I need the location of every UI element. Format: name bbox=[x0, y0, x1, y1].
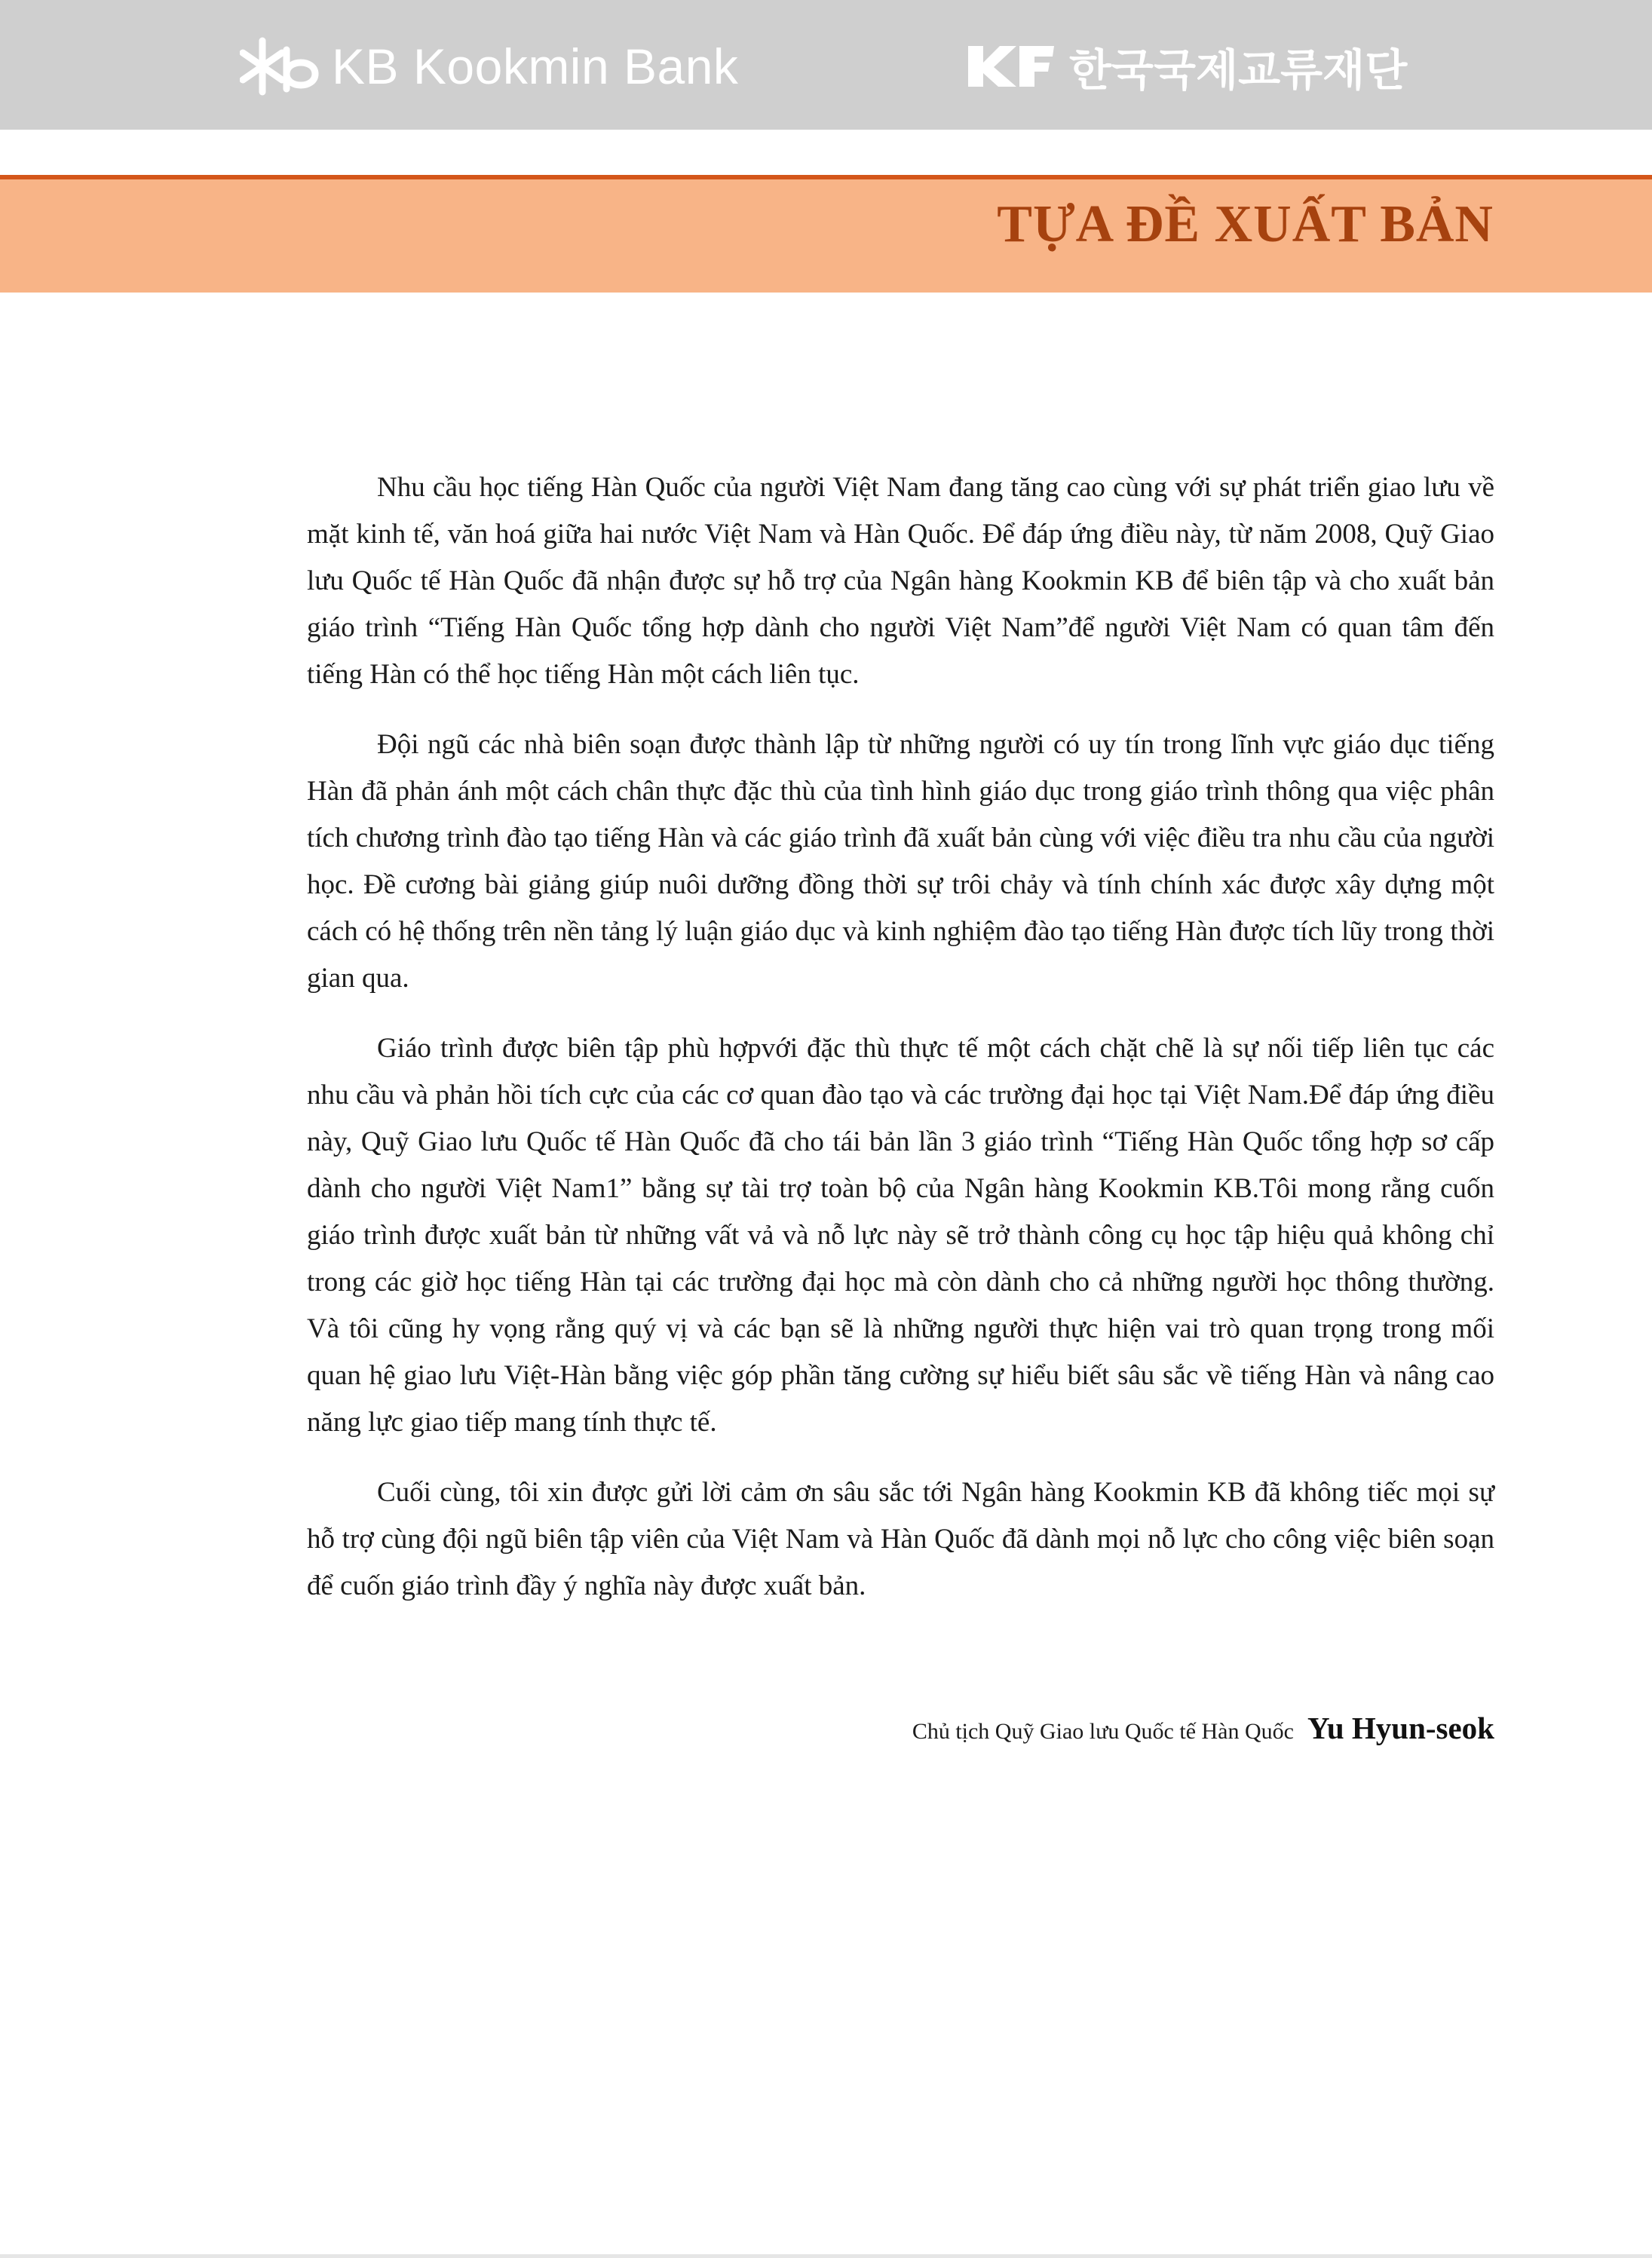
page-bottom-edge bbox=[0, 2254, 1652, 2258]
page-title: TỰA ĐỀ XUẤT BẢN bbox=[997, 195, 1494, 253]
signature-role: Chủ tịch Quỹ Giao lưu Quốc tế Hàn Quốc bbox=[912, 1719, 1294, 1744]
paragraph: Nhu cầu học tiếng Hàn Quốc của người Việt Nam đang tăng cao cùng với sự phát triển giao lưu về mặt kinh tế, văn hoá giữa hai nước Việt Nam và Hàn Quốc. Để đáp ứng điều này, từ năm 2008, Quỹ Giao lưu Quốc tế Hàn Quốc đã nhận được sự hỗ trợ của Ngân hàng Kookmin KB để biên tập và cho xuất bản giáo trình “Tiếng Hàn Quốc tổng hợp dành cho người Việt Nam”để người Việt Nam có quan tâm đến tiếng Hàn có thể học tiếng Hàn một cách liên tục. bbox=[307, 472, 1494, 690]
paragraph: Đội ngũ các nhà biên soạn được thành lập từ những người có uy tín trong lĩnh vực giáo dục tiếng Hàn đã phản ánh một cách chân thực đặc thù của tình hình giáo dục trong giáo trình thông qua việc phân tích chương trình đào tạo tiếng Hàn và các giáo trình đã xuất bản cùng với việc điều tra nhu cầu của người học. Đề cương bài giảng giúp nuôi dưỡng đồng thời sự trôi chảy và tính chính xác được xây dựng một cách có hệ thống trên nền tảng lý luận giáo dục và kinh nghiệm đào tạo tiếng Hàn được tích lũy trong thời gian qua. bbox=[307, 729, 1494, 994]
paragraph: Giáo trình được biên tập phù hợpvới đặc thù thực tế một cách chặt chẽ là sự nối tiếp liên tục các nhu cầu và phản hồi tích cực của các cơ quan đào tạo và các trường đại học tại Việt Nam.Để đáp ứng điều này, Quỹ Giao lưu Quốc tế Hàn Quốc đã cho tái bản lần 3 giáo trình “Tiếng Hàn Quốc tổng hợp sơ cấp dành cho người Việt Nam1” bằng sự tài trợ toàn bộ của Ngân hàng Kookmin KB.Tôi mong rằng cuốn giáo trình được xuất bản từ những vất vả và nỗ lực này sẽ trở thành công cụ học tập hiệu quả không chỉ trong các giờ học tiếng Hàn tại các trường đại học mà còn dành cho cả những người học thông thường. Và tôi cũng hy vọng rằng quý vị và các bạn sẽ là những người thực hiện vai trò quan trọng trong mối quan hệ giao lưu Việt-Hàn bằng việc góp phần tăng cường sự hiểu biết sâu sắc về tiếng Hàn và nâng cao năng lực giao tiếp mang tính thực tế. bbox=[307, 1033, 1494, 1438]
preface-body bbox=[307, 464, 1494, 1633]
kf-logo-icon bbox=[965, 43, 1057, 90]
kb-star-logo-icon bbox=[240, 36, 324, 97]
korea-foundation-logo bbox=[965, 38, 1407, 95]
kb-logo-text: KB Kookmin Bank bbox=[332, 38, 739, 94]
signature-name: Yu Hyun-seok bbox=[1307, 1711, 1494, 1745]
paragraph: Cuối cùng, tôi xin được gửi lời cảm ơn sâu sắc tới Ngân hàng Kookmin KB đã không tiếc mọi sự hỗ trợ cùng đội ngũ biên tập viên của Việt Nam và Hàn Quốc đã dành mọi nỗ lực cho công việc biên soạn để cuốn giáo trình đầy ý nghĩa này được xuất bản. bbox=[307, 1477, 1494, 1601]
kb-kookmin-bank-logo bbox=[240, 36, 738, 97]
sponsor-banner bbox=[0, 0, 1652, 130]
signature bbox=[912, 1710, 1494, 1746]
kf-logo-text: 한국국제교류재단 bbox=[1069, 44, 1408, 96]
